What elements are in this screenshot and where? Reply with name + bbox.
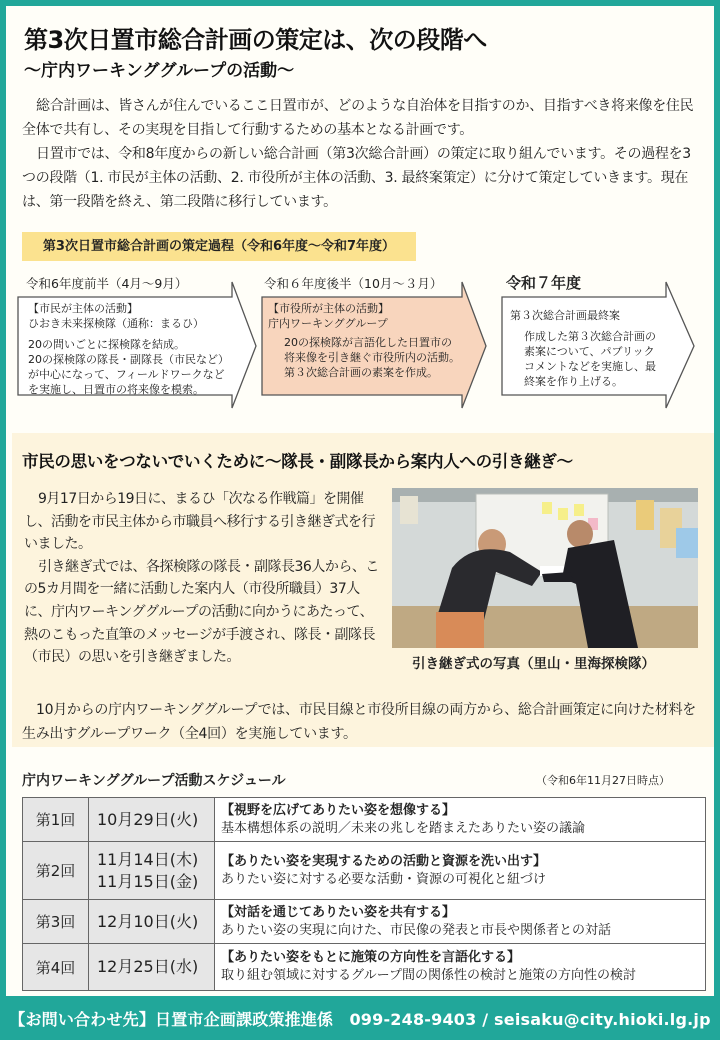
stage1-line: が中心になって、フィールドワークなど bbox=[28, 368, 225, 381]
session-description bbox=[215, 944, 706, 991]
session-description bbox=[215, 842, 706, 900]
session-date-1: 10月29日(火) bbox=[97, 809, 199, 829]
table-row bbox=[23, 798, 706, 842]
session-description bbox=[215, 798, 706, 842]
session-date-2: 11月15日(金) bbox=[97, 871, 199, 891]
process-title-box: 第3次日置市総合計画の策定過程（令和6年度～令和7年度） bbox=[22, 232, 416, 261]
stage3-content bbox=[510, 308, 656, 389]
session-description bbox=[215, 900, 706, 944]
stage3-heading: 第３次総合計画最終案 bbox=[510, 309, 620, 322]
photo-caption: 引き継ぎ式の写真（里山・里海探検隊） bbox=[412, 656, 655, 672]
stage1-period: 令和6年度前半（4月～9月） bbox=[26, 276, 188, 291]
stage3-line: 終案を作り上げる。 bbox=[524, 375, 623, 388]
stage2-content bbox=[268, 301, 460, 380]
session-heading: 【ありたい姿を実現するための活動と資源を洗い出す】 bbox=[221, 853, 547, 869]
table-row bbox=[23, 900, 706, 944]
schedule-table bbox=[22, 797, 706, 991]
stage2-line: 将来像を引き継ぐ市役所内の活動。 bbox=[284, 351, 460, 364]
stage1-heading: 【市民が主体の活動】 bbox=[28, 302, 138, 315]
session-number: 第3回 bbox=[23, 900, 89, 944]
page-title: 第3次日置市総合計画の策定は、次の段階へ bbox=[24, 26, 487, 54]
working-group-paragraph: 10月からの庁内ワーキンググループでは、市民目線と市役所目線の両方から、総合計画策定に向けた材料を生み出すグループワーク（全4回）を実施しています。 bbox=[22, 702, 696, 742]
table-row bbox=[23, 944, 706, 991]
session-heading: 【ありたい姿をもとに施策の方向性を言語化する】 bbox=[221, 950, 521, 965]
stage3-period: 令和７年度 bbox=[506, 274, 582, 292]
stage1-line: を実施し、日置市の将来像を模索。 bbox=[28, 383, 204, 396]
stage1-subheading: ひおき未来探検隊（通称：まるひ） bbox=[28, 317, 204, 330]
session-body: ありたい姿に対する必要な活動・資源の可視化と紐づけ bbox=[221, 871, 547, 887]
stage1-line: 20の探検隊の隊長・副隊長（市民など） bbox=[28, 353, 229, 366]
stage1-content bbox=[28, 301, 229, 397]
stage2-line: 第３次総合計画の素案を作成。 bbox=[284, 366, 438, 379]
session-date-1: 12月10日(火) bbox=[97, 911, 199, 931]
session-body: 基本構想体系の説明／未来の兆しを踏まえたありたい姿の議論 bbox=[221, 820, 586, 836]
table-row bbox=[23, 842, 706, 900]
stage2-heading: 【市役所が主体の活動】 bbox=[268, 302, 389, 315]
handover-text bbox=[24, 488, 386, 669]
stage3-line: コメントなどを実施し、最 bbox=[524, 360, 656, 373]
stage2-period: 令和６年度後半（10月～３月） bbox=[264, 276, 443, 291]
handover-paragraph-2: 引き継ぎ式では、各探検隊の隊長・副隊長36人から、この5カ月間を一緒に活動した案内人（市役所職員）37人に、庁内ワーキンググループの活動に向かうにあたって、熱のこもった直筆のメッセージが手渡され、隊長・副隊長（市民）の思いを引き継ぎました。 bbox=[24, 558, 379, 666]
ceremony-photo-illustration bbox=[392, 488, 698, 648]
handover-paragraph-1: 9月17日から19日に、まるひ「次なる作戦篇」を開催し、活動を市民主体から市職員へ移行する引き継ぎ式を行いました。 bbox=[24, 491, 375, 553]
intro-paragraph-1: 総合計画は、皆さんが住んでいるここ日置市が、どのような自治体を目指すのか、目指すべき将来像を住民全体で共有し、その実現を目指して行動するための基本となる計画です。 bbox=[22, 98, 694, 138]
session-number: 第4回 bbox=[23, 944, 89, 991]
handover-ceremony-photo bbox=[392, 488, 698, 648]
session-date-1: 12月25日(水) bbox=[97, 957, 199, 976]
session-number: 第1回 bbox=[23, 798, 89, 842]
intro-paragraph-2: 日置市では、令和8年度からの新しい総合計画（第3次総合計画）の策定に取り組んでいます。その過程を3つの段階（1. 市民が主体の活動、2. 市役所が主体の活動、3. 最終案策定）に分けて策定していきます。現在は、第一段階を終え、第二段階に移行しています。 bbox=[22, 146, 691, 210]
schedule-title: 庁内ワーキンググループ活動スケジュール bbox=[22, 773, 286, 789]
session-date bbox=[89, 900, 215, 944]
stage3-line: 素案について、パブリック bbox=[524, 345, 655, 358]
session-date bbox=[89, 842, 215, 900]
stage2-subheading: 庁内ワーキンググループ bbox=[268, 317, 388, 330]
contact-footer: 【お問い合わせ先】日置市企画課政策推進係 099-248-9403 / seisaku@city.hioki.lg.jp bbox=[9, 1010, 711, 1029]
session-body: ありたい姿の実現に向けた、市民像の発表と市長や関係者との対話 bbox=[221, 922, 612, 938]
session-date bbox=[89, 944, 215, 991]
page-sheet bbox=[6, 6, 714, 996]
session-body: 取り組む領域に対するグループ間の関係性の検討と施策の方向性の検討 bbox=[221, 968, 636, 983]
page-subtitle: ～庁内ワーキンググループの活動～ bbox=[24, 61, 295, 81]
stage2-line: 20の探検隊が言語化した日置市の bbox=[284, 336, 452, 349]
schedule-as-of-note: （令和6年11月27日時点） bbox=[536, 774, 670, 787]
session-heading: 【視野を広げてありたい姿を想像する】 bbox=[221, 802, 456, 818]
session-date bbox=[89, 798, 215, 842]
session-heading: 【対話を通じてありたい姿を共有する】 bbox=[221, 904, 456, 920]
handover-section-title: 市民の思いをつないでいくために～隊長・副隊長から案内人への引き継ぎ～ bbox=[22, 452, 573, 471]
stage1-line: 20の問いごとに探検隊を結成。 bbox=[28, 338, 185, 351]
session-number: 第2回 bbox=[23, 842, 89, 900]
session-date-1: 11月14日(木) bbox=[97, 849, 199, 869]
stage3-line: 作成した第３次総合計画の bbox=[524, 330, 656, 343]
